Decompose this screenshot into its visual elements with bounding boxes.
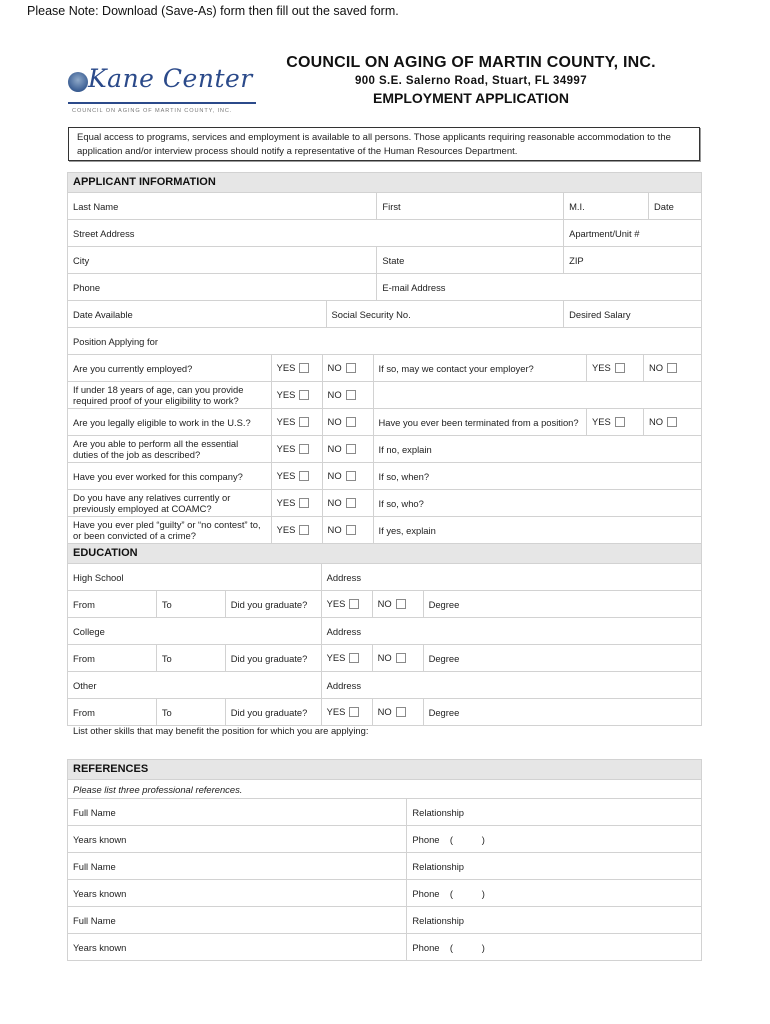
no-label: NO [377,652,392,664]
degree-field[interactable]: Degree [423,591,701,618]
follow-up-field[interactable]: If yes, explain [373,517,702,544]
college-address-field[interactable]: Address [321,618,701,645]
yes-label: YES [326,706,346,718]
checkbox-icon[interactable] [346,525,356,535]
no-label: NO [327,362,342,374]
degree-field[interactable]: Degree [423,699,701,726]
no-checkbox[interactable] [322,382,373,409]
other-address-field[interactable]: Address [321,672,701,699]
reference-relationship-field[interactable]: Relationship [407,799,702,826]
to-field[interactable]: To [156,645,225,672]
yes-checkbox[interactable] [321,591,372,618]
mi-field[interactable] [564,193,649,220]
section-header-applicant: APPLICANT INFORMATION [68,173,702,193]
section-header-references: REFERENCES [68,760,702,780]
to-field[interactable]: To [156,699,225,726]
no-label: NO [377,706,392,718]
graduate-label: Did you graduate? [225,645,321,672]
references-table [67,759,702,961]
from-field[interactable]: From [68,591,157,618]
to-field[interactable]: To [156,591,225,618]
question-row [68,382,702,409]
city-field[interactable]: City [68,247,377,274]
phone-field[interactable]: Phone [68,274,377,301]
no-checkbox[interactable] [372,591,423,618]
question-row [68,436,702,463]
no-label: NO [327,497,342,509]
from-field[interactable]: From [68,699,157,726]
checkbox-icon[interactable] [615,363,625,373]
yes-checkbox[interactable] [271,436,322,463]
checkbox-icon[interactable] [299,444,309,454]
no-checkbox[interactable] [322,517,373,544]
first-name-field[interactable]: First [377,193,564,220]
street-address-field[interactable]: Street Address [68,220,564,247]
checkbox-icon[interactable] [667,363,677,373]
yes-label: YES [276,389,296,401]
question-row [68,490,702,517]
checkbox-icon[interactable] [299,498,309,508]
zip-field[interactable]: ZIP [564,247,702,274]
no-label: NO [327,416,342,428]
globe-icon [68,72,88,92]
reference-relationship-field[interactable]: Relationship [407,907,702,934]
checkbox-icon[interactable] [615,417,625,427]
reference-phone-field[interactable]: Phone ( ) [407,880,702,907]
follow-up-text: If so, may we contact your employer? [373,355,587,382]
question-row [68,517,702,544]
no-checkbox[interactable] [322,436,373,463]
question-text: Have you ever pled “guilty” or “no contest” to, or been convicted of a crime? [68,517,272,544]
yes-label: YES [276,362,296,374]
checkbox-icon[interactable] [346,498,356,508]
checkbox-icon[interactable] [349,653,359,663]
no-checkbox[interactable] [372,645,423,672]
reference-relationship-field[interactable]: Relationship [407,853,702,880]
yes-checkbox[interactable] [271,517,322,544]
yes-label: YES [326,652,346,664]
checkbox-icon[interactable] [667,417,677,427]
graduate-label: Did you graduate? [225,591,321,618]
no-label: NO [327,470,342,482]
logo-script: Kane Center [88,64,253,93]
checkbox-icon[interactable] [299,471,309,481]
follow-up-text: Have you ever been terminated from a position? [373,409,587,436]
kane-center-logo [68,66,258,118]
checkbox-icon[interactable] [346,444,356,454]
reference-years-known-field[interactable]: Years known [68,880,407,907]
yes-label: YES [276,497,296,509]
checkbox-icon[interactable] [396,707,406,717]
date-field[interactable]: Date [648,193,701,220]
ssn-field[interactable]: Social Security No. [326,301,564,328]
question-text: Are you currently employed? [68,355,272,382]
yes-label: YES [276,416,296,428]
question-row [68,409,702,436]
reference-full-name-field[interactable]: Full Name [68,799,407,826]
other-school-field[interactable]: Other [68,672,322,699]
question-text: Are you legally eligible to work in the U.S.? [68,409,272,436]
follow-up-blank[interactable] [373,382,702,409]
high-school-field[interactable]: High School [68,564,322,591]
download-note: Please Note: Download (Save-As) form then fill out the saved form. [27,4,399,18]
reference-full-name-field[interactable]: Full Name [68,907,407,934]
reference-phone-field[interactable]: Phone ( ) [407,826,702,853]
no-label: NO [327,443,342,455]
checkbox-icon[interactable] [349,599,359,609]
yes-label: YES [276,470,296,482]
yes-checkbox[interactable] [271,355,322,382]
yes-checkbox[interactable] [271,463,322,490]
mi-label: M.I. [569,200,585,212]
yes-label: YES [276,524,296,536]
section-header-education: EDUCATION [68,544,702,564]
email-field[interactable]: E-mail Address [377,274,702,301]
high-school-address-field[interactable]: Address [321,564,701,591]
graduate-label: Did you graduate? [225,699,321,726]
from-field[interactable]: From [68,645,157,672]
no-label: NO [377,598,392,610]
checkbox-icon[interactable] [299,363,309,373]
date-available-field[interactable]: Date Available [68,301,327,328]
logo-subtitle: COUNCIL ON AGING OF MARTIN COUNTY, INC. [72,108,233,114]
yes-checkbox[interactable] [321,645,372,672]
last-name-field[interactable]: Last Name [68,193,377,220]
org-name: COUNCIL ON AGING OF MARTIN COUNTY, INC. [286,54,656,71]
reference-full-name-field[interactable]: Full Name [68,853,407,880]
no-checkbox[interactable] [644,355,702,382]
no-label: NO [649,416,664,428]
no-checkbox[interactable] [322,463,373,490]
no-checkbox[interactable] [322,490,373,517]
yes-checkbox[interactable] [271,490,322,517]
education-table [67,543,702,726]
desired-salary-field[interactable]: Desired Salary [564,301,702,328]
question-text: Do you have any relatives currently or previously employed at COAMC? [68,490,272,517]
state-field[interactable]: State [377,247,564,274]
reference-phone-field[interactable]: Phone ( ) [407,934,702,961]
yes-label: YES [592,416,611,428]
other-skills-prompt: List other skills that may benefit the position for which you are applying: [73,725,369,736]
apartment-field[interactable]: Apartment/Unit # [564,220,702,247]
degree-field[interactable]: Degree [423,645,701,672]
no-label: NO [327,389,342,401]
checkbox-icon[interactable] [396,599,406,609]
references-instruction: Please list three professional references. [68,780,702,799]
checkbox-icon[interactable] [299,525,309,535]
checkbox-icon[interactable] [396,653,406,663]
yes-checkbox[interactable] [271,409,322,436]
follow-up-field[interactable]: If so, when? [373,463,702,490]
checkbox-icon[interactable] [346,390,356,400]
yes-label: YES [276,443,296,455]
yes-label: YES [592,362,611,374]
reference-years-known-field[interactable]: Years known [68,934,407,961]
no-checkbox[interactable] [372,699,423,726]
no-checkbox[interactable] [322,355,373,382]
no-checkbox[interactable] [644,409,702,436]
checkbox-icon[interactable] [346,471,356,481]
yes-checkbox[interactable] [271,382,322,409]
eligibility-questions-table [67,354,702,544]
checkbox-icon[interactable] [346,417,356,427]
checkbox-icon[interactable] [299,417,309,427]
reference-years-known-field[interactable]: Years known [68,826,407,853]
org-address: 900 S.E. Salerno Road, Stuart, FL 34997 [354,75,588,87]
no-label: NO [327,524,342,536]
follow-up-field[interactable]: If so, who? [373,490,702,517]
question-text: If under 18 years of age, can you provide required proof of your eligibility to work? [68,382,272,409]
question-text: Have you ever worked for this company? [68,463,272,490]
no-label: NO [649,362,664,374]
equal-access-notice: Equal access to programs, services and employment is available to all persons. Those applicants requiring reasonable accommodation to the application and/or interview process should notify a representative of the Human Resources Department. [68,127,700,161]
checkbox-icon[interactable] [299,390,309,400]
yes-checkbox[interactable] [587,409,644,436]
college-field[interactable]: College [68,618,322,645]
yes-checkbox[interactable] [321,699,372,726]
yes-checkbox[interactable] [587,355,644,382]
logo-divider [68,102,256,104]
checkbox-icon[interactable] [349,707,359,717]
question-row [68,355,702,382]
follow-up-field[interactable]: If no, explain [373,436,702,463]
checkbox-icon[interactable] [346,363,356,373]
applicant-information-table [67,172,702,355]
position-field[interactable]: Position Applying for [68,328,702,355]
yes-label: YES [326,598,346,610]
question-text: Are you able to perform all the essential duties of the job as described? [68,436,272,463]
question-row [68,463,702,490]
no-checkbox[interactable] [322,409,373,436]
page-title: EMPLOYMENT APPLICATION [373,90,569,106]
